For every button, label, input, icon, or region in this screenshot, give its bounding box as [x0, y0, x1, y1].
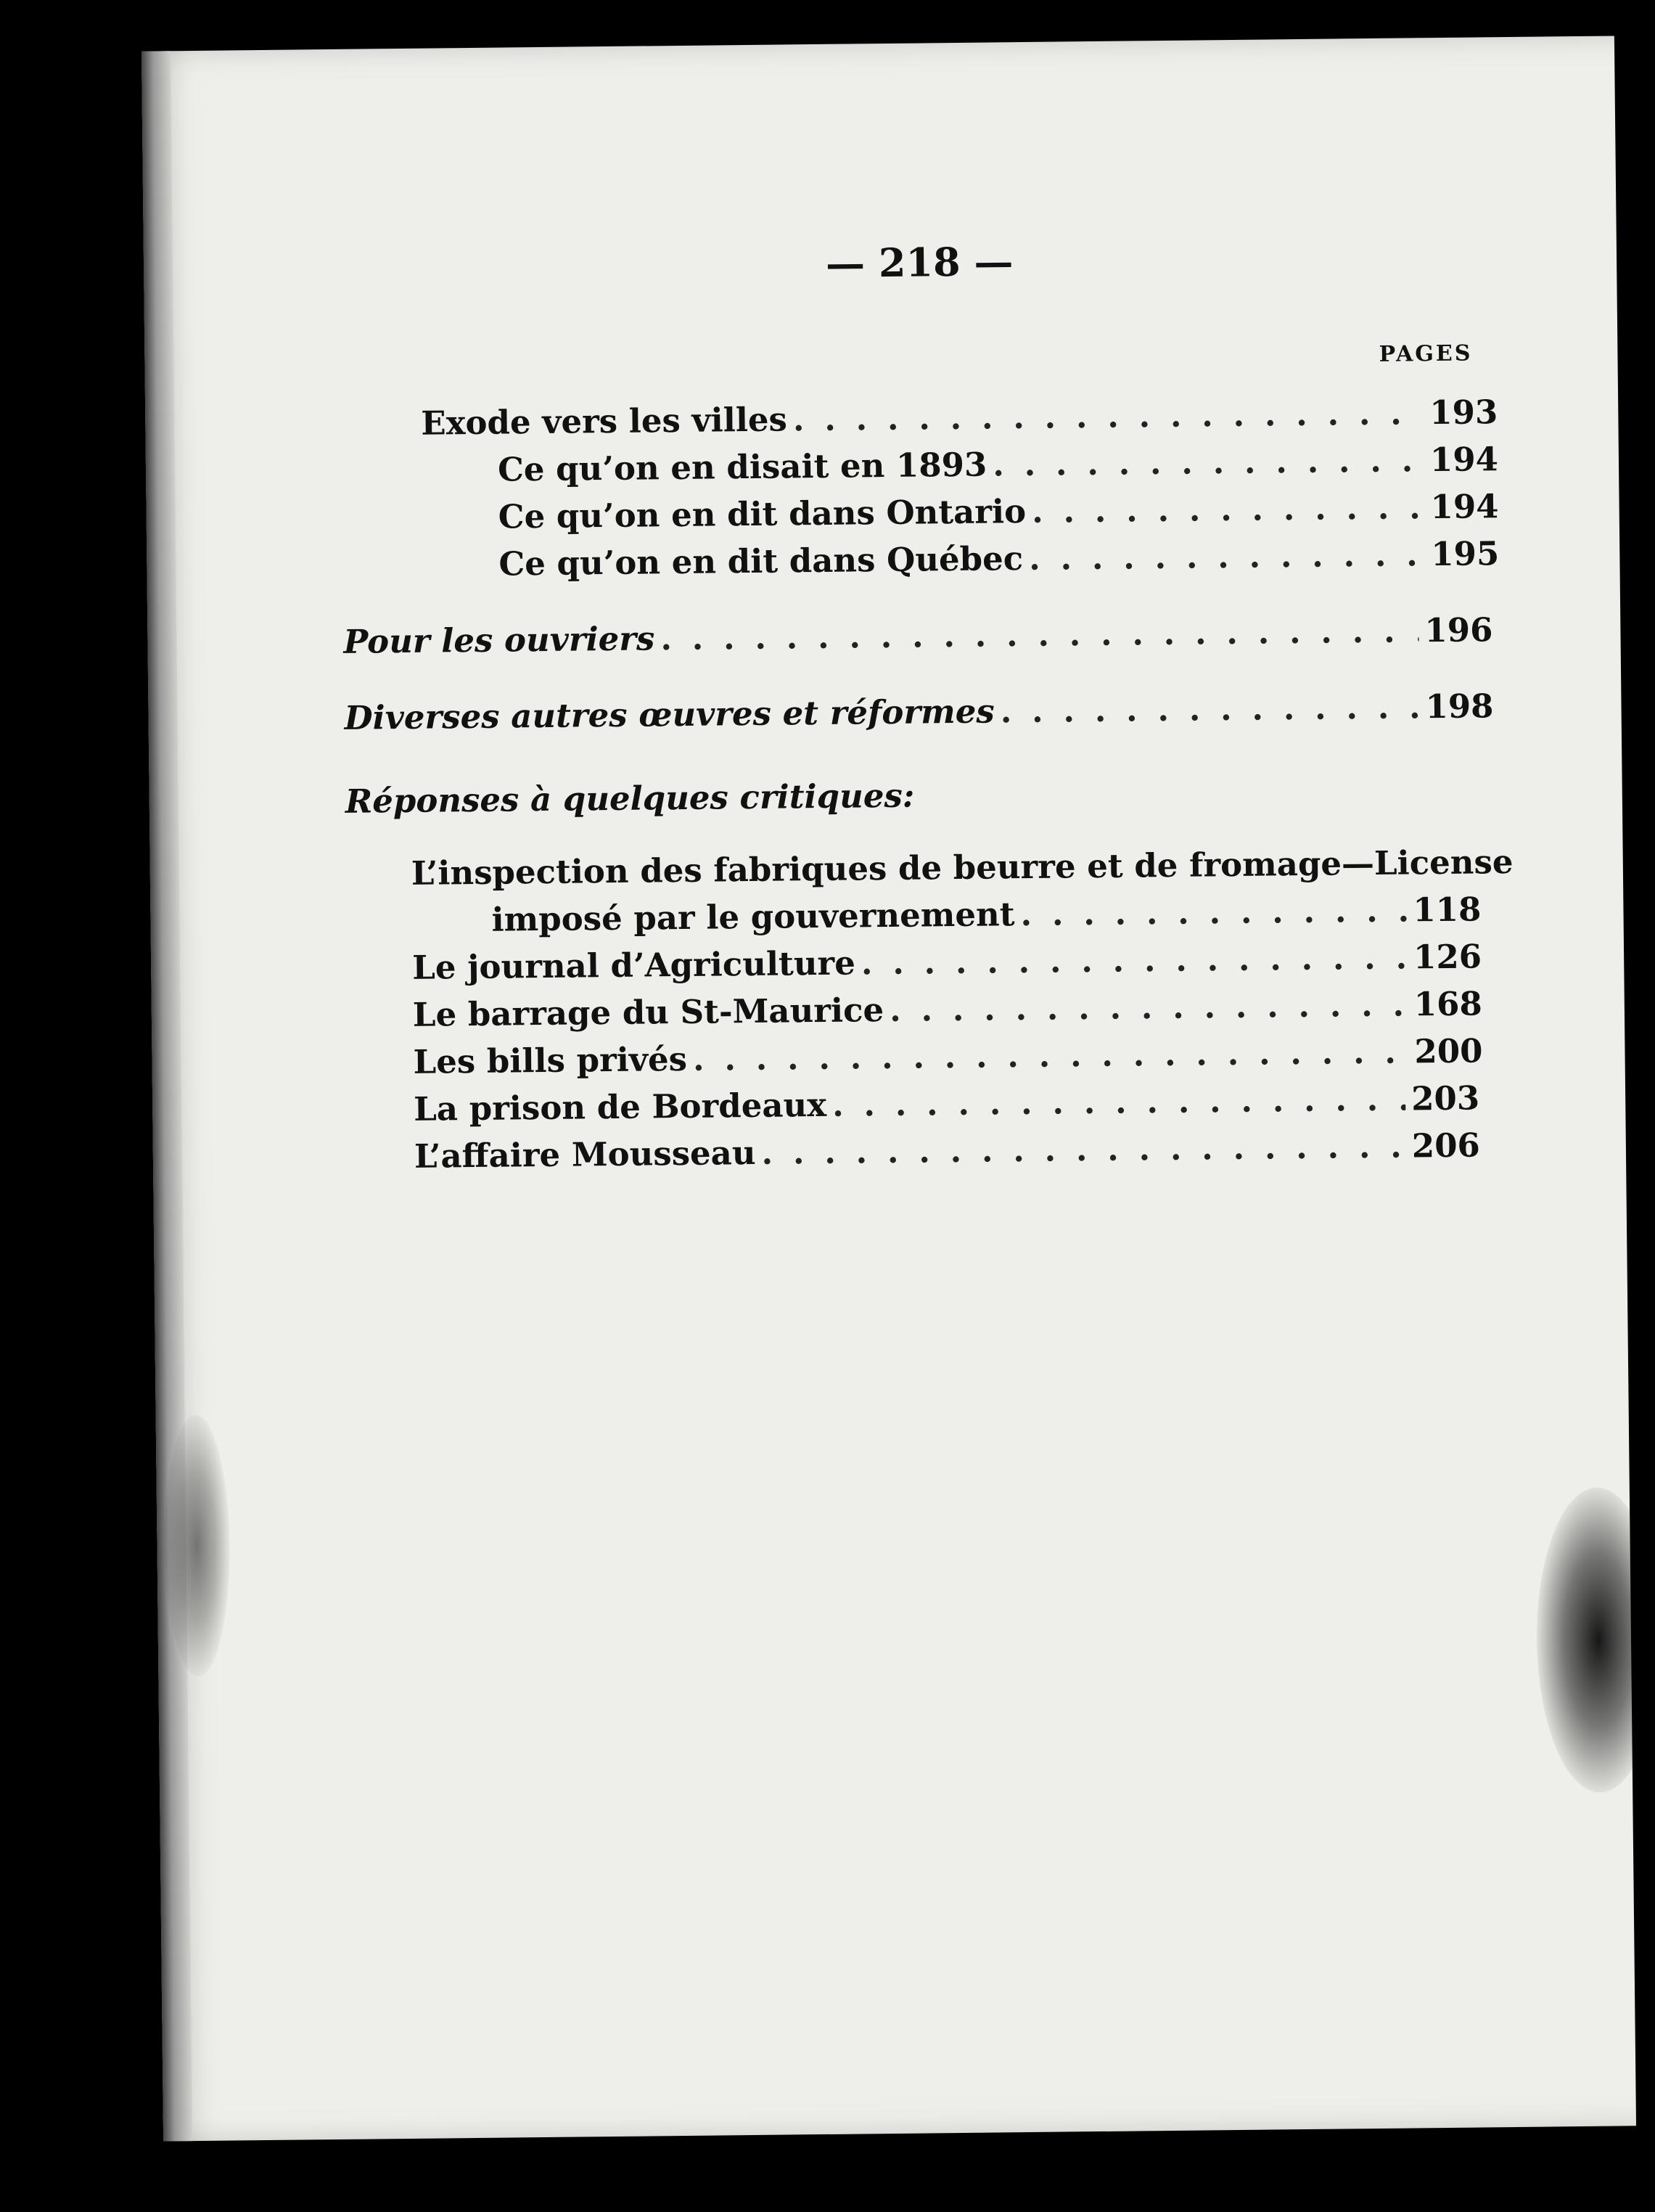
- toc-entry: [421, 393, 1498, 443]
- toc-entry-page: 168: [1413, 984, 1483, 1024]
- toc-entry-label: Ce qu’on en dit dans Ontario: [498, 491, 1027, 536]
- toc-entry: [491, 890, 1482, 939]
- toc-leader-dots: [861, 938, 1408, 983]
- toc-entry: [413, 1078, 1480, 1128]
- toc-entry: [498, 487, 1499, 536]
- ink-smudge: [1535, 1487, 1655, 1793]
- toc-entry-page: 194: [1430, 487, 1499, 527]
- toc-entry-label: Ce qu’on en disait en 1893: [497, 445, 987, 489]
- toc-entry-label: Exode vers les villes: [421, 400, 788, 443]
- toc-entry: [343, 610, 1493, 661]
- toc-entry-page: 196: [1424, 610, 1493, 650]
- toc-entry-label: Les bills privés: [413, 1039, 688, 1081]
- toc-entry-page: 206: [1411, 1126, 1481, 1166]
- toc-leader-dots: [1000, 687, 1419, 730]
- toc-leader-dots: [1029, 535, 1426, 578]
- toc-entry-label: Le journal d’Agriculture: [411, 943, 856, 987]
- toc-leader-dots: [1032, 488, 1425, 531]
- toc-entry-page: 126: [1413, 937, 1482, 977]
- toc-leader-dots: [890, 985, 1408, 1028]
- toc-leader-dots: [1020, 891, 1408, 934]
- toc-entry-page: 203: [1410, 1078, 1480, 1118]
- toc-entry-label-line1: L’inspection des fabriques de beurre et de fromage—License: [411, 842, 1514, 893]
- toc-entry: [414, 1126, 1481, 1176]
- toc-entry-label: Pour les ouvriers: [343, 619, 655, 661]
- toc-entry: [344, 687, 1494, 737]
- toc-entry-label: La prison de Bordeaux: [413, 1085, 827, 1128]
- section-heading: Réponses à quelques critiques:: [345, 776, 915, 821]
- toc-entry-page: 200: [1414, 1031, 1483, 1071]
- toc-entry-page: 193: [1429, 393, 1498, 433]
- toc-leader-dots: [693, 1032, 1409, 1078]
- toc-entry-label: imposé par le gouvernement: [491, 895, 1015, 939]
- toc-entry-label: Ce qu’on en dit dans Québec: [498, 539, 1024, 583]
- toc-entry-page: 118: [1413, 890, 1482, 930]
- toc-leader-dots: [793, 393, 1424, 438]
- toc-entry: [411, 937, 1482, 987]
- toc-entry: [498, 534, 1500, 583]
- toc-entry: [413, 1031, 1483, 1081]
- toc-entry-page: 194: [1429, 440, 1499, 480]
- book-page: [141, 36, 1636, 2141]
- toc-entry-label: Diverses autres œuvres et réformes: [344, 692, 995, 737]
- toc-entry-page: 195: [1431, 534, 1500, 574]
- pages-column-header: PAGES: [1379, 340, 1473, 367]
- book-spine: [141, 51, 192, 2141]
- toc-leader-dots: [832, 1080, 1406, 1124]
- toc-entry: [497, 440, 1499, 489]
- toc-leader-dots: [660, 611, 1419, 658]
- toc-entry-label: Le barrage du St-Maurice: [412, 991, 884, 1034]
- toc-leader-dots: [993, 441, 1424, 483]
- toc-entry-page: 198: [1425, 687, 1494, 726]
- toc-leader-dots: [761, 1127, 1406, 1172]
- toc-entry: [412, 984, 1483, 1034]
- page-number: — 218 —: [825, 238, 1014, 287]
- toc-entry-label: L’affaire Mousseau: [414, 1133, 756, 1176]
